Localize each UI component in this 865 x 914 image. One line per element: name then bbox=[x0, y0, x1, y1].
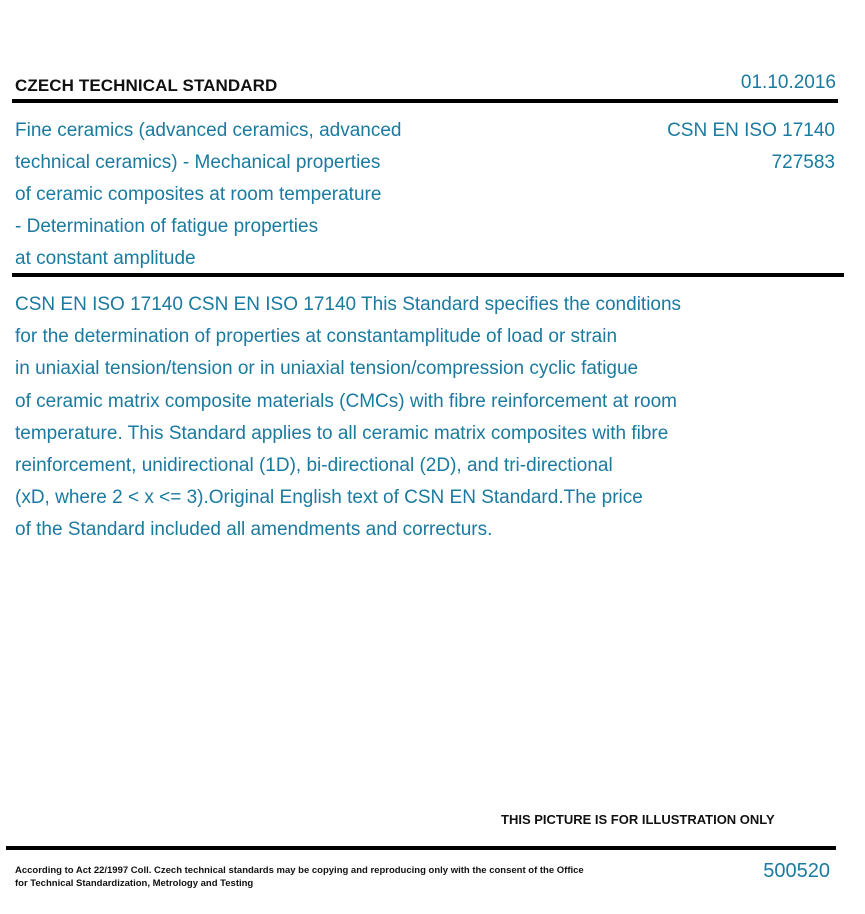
standard-title-line: of ceramic composites at room temperature bbox=[15, 184, 382, 205]
standard-title-line: at constant amplitude bbox=[15, 248, 196, 269]
footer-number: 500520 bbox=[763, 860, 830, 882]
description-line: (xD, where 2 < x <= 3).Original English text of CSN EN Standard.The price bbox=[15, 487, 643, 509]
description-line: of ceramic matrix composite materials (CMCs) with fibre reinforcement at room bbox=[15, 390, 678, 412]
description-line: in uniaxial tension/tension or in uniaxial tension/compression cyclic fatigue bbox=[15, 358, 639, 380]
legal-notice-line: for Technical Standardization, Metrology and Testing bbox=[15, 878, 254, 889]
illustration-note: THIS PICTURE IS FOR ILLUSTRATION ONLY bbox=[501, 812, 775, 827]
description-line: of the Standard included all amendments and correcturs. bbox=[15, 519, 493, 541]
description-line: temperature. This Standard applies to all ceramic matrix composites with fibre bbox=[15, 422, 669, 444]
description-line: reinforcement, unidirectional (1D), bi-directional (2D), and tri-directional bbox=[15, 455, 613, 477]
legal-notice bbox=[15, 864, 584, 890]
footer-divider bbox=[6, 846, 836, 850]
description-line: CSN EN ISO 17140 CSN EN ISO 17140 This Standard specifies the conditions bbox=[15, 294, 682, 315]
title-divider bbox=[12, 273, 844, 277]
document-header-title: CZECH TECHNICAL STANDARD bbox=[15, 76, 278, 95]
standard-title-line: technical ceramics) - Mechanical properties bbox=[15, 152, 381, 173]
catalog-number: 727583 bbox=[771, 152, 835, 173]
standard-title-line: Fine ceramics (advanced ceramics, advanced bbox=[15, 120, 402, 141]
publication-date: 01.10.2016 bbox=[740, 72, 836, 93]
header-divider bbox=[12, 99, 838, 103]
standard-title bbox=[15, 115, 495, 275]
standard-codes bbox=[667, 115, 835, 179]
standard-description bbox=[15, 289, 845, 547]
standard-code: CSN EN ISO 17140 bbox=[667, 120, 835, 141]
description-line: for the determination of properties at constantamplitude of load or strain bbox=[15, 326, 618, 348]
legal-notice-line: According to Act 22/1997 Coll. Czech technical standards may be copying and reproducing only with the consent of the Office bbox=[15, 865, 584, 876]
standard-title-line: - Determination of fatigue properties bbox=[15, 216, 319, 237]
